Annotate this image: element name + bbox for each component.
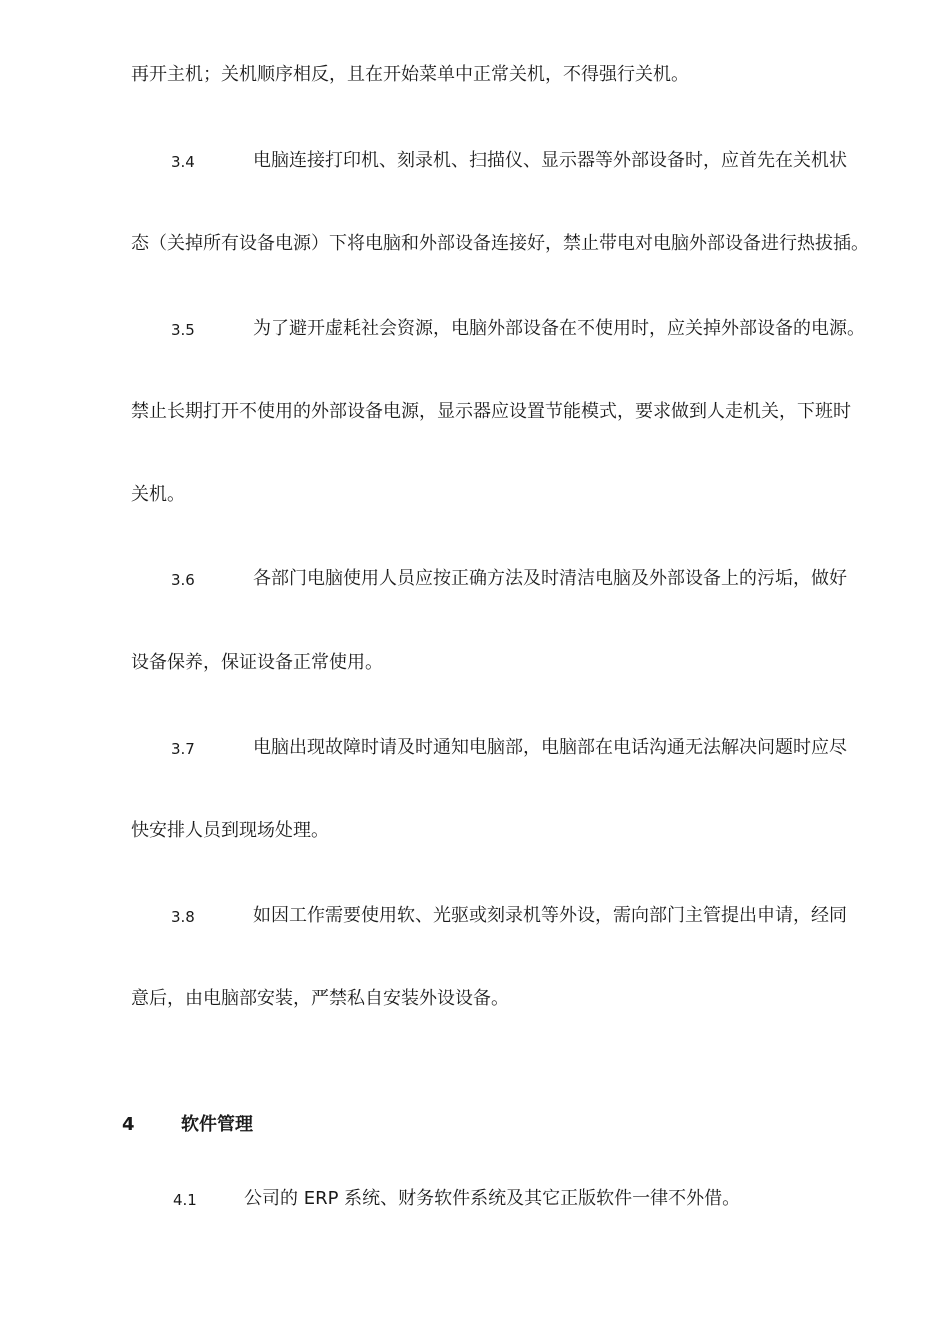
- clause-number: 3.7: [171, 740, 195, 758]
- clause-text: 电脑连接打印机、刻录机、扫描仪、显示器等外部设备时，应首先在关机状: [253, 150, 847, 171]
- clause-text: 公司的 ERP 系统、财务软件系统及其它正版软件一律不外借。: [244, 1188, 741, 1209]
- clause-number: 3.4: [171, 153, 195, 171]
- clause-text: 为了避开虚耗社会资源，电脑外部设备在不使用时，应关掉外部设备的电源。: [253, 318, 865, 339]
- clause-text-continuation: 态（关掉所有设备电源）下将电脑和外部设备连接好，禁止带电对电脑外部设备进行热拔插。: [131, 233, 869, 254]
- clause-text: 各部门电脑使用人员应按正确方法及时清洁电脑及外部设备上的污垢，做好: [253, 568, 847, 589]
- clause-number: 4.1: [173, 1191, 197, 1209]
- section-title: 软件管理: [181, 1114, 253, 1135]
- section-number: 4: [122, 1114, 135, 1135]
- clause-text-continuation: 禁止长期打开不使用的外部设备电源，显示器应设置节能模式，要求做到人走机关，下班时: [131, 401, 851, 422]
- clause-text: 电脑出现故障时请及时通知电脑部，电脑部在电话沟通无法解决问题时应尽: [253, 737, 847, 758]
- clause-text-continuation: 关机。: [131, 484, 185, 505]
- clause-number: 3.6: [171, 571, 195, 589]
- clause-text-continuation: 意后，由电脑部安装，严禁私自安装外设设备。: [131, 988, 509, 1009]
- clause-text-continuation: 快安排人员到现场处理。: [131, 820, 329, 841]
- paragraph-continuation: 再开主机；关机顺序相反，且在开始菜单中正常关机，不得强行关机。: [131, 64, 689, 85]
- clause-text-continuation: 设备保养，保证设备正常使用。: [131, 652, 383, 673]
- clause-text: 如因工作需要使用软、光驱或刻录机等外设，需向部门主管提出申请，经同: [253, 905, 847, 926]
- clause-number: 3.8: [171, 908, 195, 926]
- clause-number: 3.5: [171, 321, 195, 339]
